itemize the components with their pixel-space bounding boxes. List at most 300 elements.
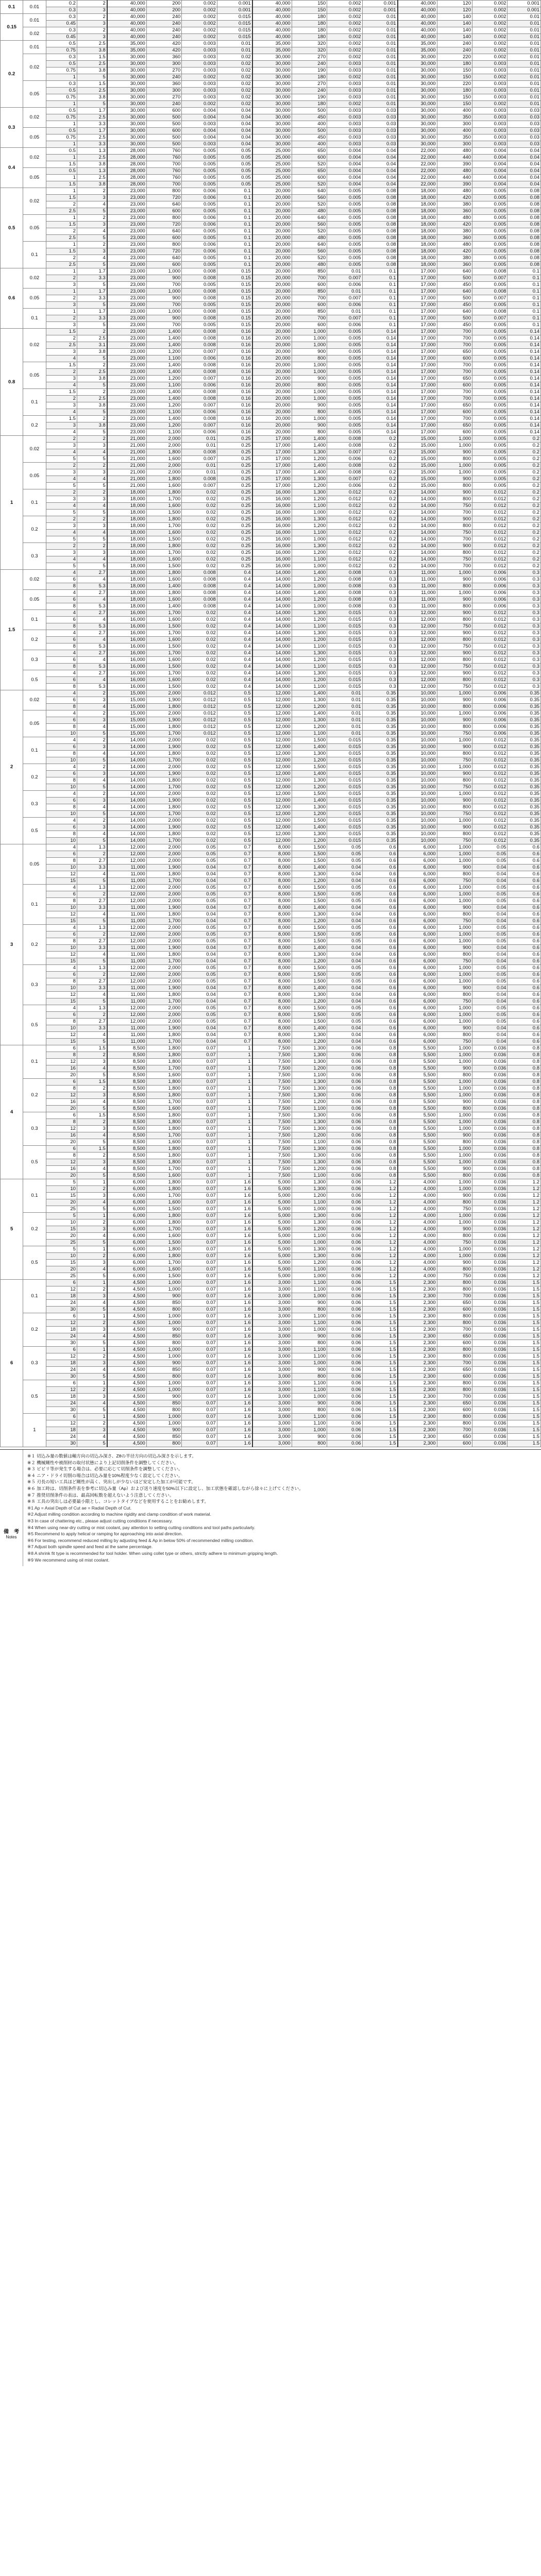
condition-value-cell: 6,000 xyxy=(398,851,437,858)
condition-value-cell: 12,000 xyxy=(107,925,147,931)
condition-value-cell: 1,000 xyxy=(146,1353,181,1360)
condition-value-cell: 20,000 xyxy=(252,409,292,416)
condition-value-cell: 0.001 xyxy=(508,1,541,7)
condition-value-cell: 2,000 xyxy=(146,737,181,744)
condition-value-cell: 1,000 xyxy=(146,1414,181,1420)
condition-value-cell: 2 xyxy=(77,690,107,697)
condition-value-cell: 3,000 xyxy=(252,1360,292,1367)
condition-value-cell: 0.07 xyxy=(182,1333,217,1340)
condition-value-cell: 3 xyxy=(77,550,107,556)
condition-value-cell: 0.5 xyxy=(217,771,252,777)
condition-value-cell: 23,000 xyxy=(107,382,147,389)
condition-value-cell: 800 xyxy=(292,355,327,362)
condition-value-cell: 850 xyxy=(146,1434,181,1440)
condition-value-cell: 0.1 xyxy=(362,322,397,329)
condition-value-cell: 0.3 xyxy=(508,664,541,670)
condition-value-cell: 0.04 xyxy=(327,958,362,965)
condition-value-cell: 0.07 xyxy=(182,1327,217,1333)
condition-value-cell: 0.06 xyxy=(327,1045,362,1052)
condition-value-cell: 4 xyxy=(77,637,107,643)
condition-value-cell: 400 xyxy=(292,121,327,128)
condition-value-cell: 5 xyxy=(77,1440,107,1447)
condition-value-cell: 0.02 xyxy=(182,664,217,670)
condition-value-cell: 1,300 xyxy=(292,1112,327,1119)
condition-value-cell: 4 xyxy=(46,925,77,931)
condition-value-cell: 0.07 xyxy=(182,1400,217,1407)
condition-value-cell: 10,000 xyxy=(398,798,437,804)
condition-value-cell: 1.6 xyxy=(217,1266,252,1273)
table-row xyxy=(1,757,541,764)
condition-value-cell: 0.6 xyxy=(362,1032,397,1039)
condition-value-cell: 0.02 xyxy=(182,523,217,530)
condition-value-cell: 10 xyxy=(46,811,77,818)
condition-value-cell: 0.06 xyxy=(327,1173,362,1179)
condition-value-cell: 1,400 xyxy=(292,945,327,952)
condition-value-cell: 6,000 xyxy=(398,1019,437,1025)
condition-value-cell: 0.3 xyxy=(46,81,77,88)
condition-value-cell: 0.7 xyxy=(217,1032,252,1039)
condition-value-cell: 40,000 xyxy=(252,21,292,27)
condition-value-cell: 16,000 xyxy=(107,684,147,690)
tool-diameter-cell: 1.5 xyxy=(1,570,23,690)
condition-value-cell: 2,000 xyxy=(146,858,181,865)
condition-value-cell: 1,900 xyxy=(146,985,181,992)
condition-value-cell: 3 xyxy=(77,523,107,530)
condition-value-cell: 12,000 xyxy=(398,684,437,690)
condition-value-cell: 1.5 xyxy=(362,1313,397,1320)
condition-value-cell: 1,000 xyxy=(437,1219,472,1226)
table-row xyxy=(1,764,541,771)
condition-value-cell: 16,000 xyxy=(107,657,147,664)
condition-value-cell: 1,500 xyxy=(292,737,327,744)
condition-value-cell: 0.2 xyxy=(362,550,397,556)
condition-value-cell: 4 xyxy=(77,1400,107,1407)
condition-value-cell: 10,000 xyxy=(398,804,437,811)
condition-value-cell: 0.005 xyxy=(472,322,508,329)
condition-value-cell: 0.07 xyxy=(182,1347,217,1353)
condition-value-cell: 0.5 xyxy=(217,777,252,784)
condition-value-cell: 0.14 xyxy=(508,362,541,369)
condition-value-cell: 1,300 xyxy=(292,831,327,838)
condition-value-cell: 12,000 xyxy=(107,1012,147,1019)
condition-value-cell: 500 xyxy=(437,275,472,282)
condition-value-cell: 800 xyxy=(437,523,472,530)
condition-value-cell: 3 xyxy=(46,422,77,429)
condition-value-cell: 3 xyxy=(77,798,107,804)
condition-value-cell: 0.04 xyxy=(472,1039,508,1045)
condition-value-cell: 16,000 xyxy=(252,563,292,570)
condition-value-cell: 0.036 xyxy=(472,1126,508,1132)
condition-value-cell: 30 xyxy=(46,1440,77,1447)
condition-value-cell: 0.002 xyxy=(327,14,362,21)
table-row xyxy=(1,697,541,704)
condition-value-cell: 5,000 xyxy=(252,1186,292,1193)
condition-value-cell: 4 xyxy=(46,885,77,891)
condition-value-cell: 30,000 xyxy=(398,128,437,134)
condition-value-cell: 2 xyxy=(77,329,107,335)
condition-value-cell: 0.07 xyxy=(182,1173,217,1179)
condition-value-cell: 3,000 xyxy=(252,1307,292,1313)
condition-value-cell: 12,000 xyxy=(252,777,292,784)
condition-value-cell: 1,200 xyxy=(292,597,327,603)
condition-value-cell: 1,000 xyxy=(437,1213,472,1219)
condition-value-cell: 1.5 xyxy=(46,181,77,188)
condition-value-cell: 30,000 xyxy=(107,128,147,134)
condition-value-cell: 0.02 xyxy=(182,556,217,563)
condition-value-cell: 0.08 xyxy=(362,188,397,195)
table-row xyxy=(1,1253,541,1260)
condition-value-cell: 150 xyxy=(292,1,327,7)
condition-value-cell: 900 xyxy=(437,771,472,777)
condition-value-cell: 0.2 xyxy=(508,510,541,516)
condition-value-cell: 0.012 xyxy=(327,503,362,510)
condition-value-cell: 3.8 xyxy=(77,376,107,382)
condition-value-cell: 1,500 xyxy=(292,791,327,798)
condition-value-cell: 0.8 xyxy=(508,1139,541,1146)
condition-value-cell: 0.036 xyxy=(472,1045,508,1052)
condition-value-cell: 15,000 xyxy=(107,690,147,697)
condition-value-cell: 2.7 xyxy=(77,1019,107,1025)
condition-value-cell: 0.008 xyxy=(182,389,217,396)
condition-value-cell: 30,000 xyxy=(107,88,147,94)
condition-value-cell: 0.002 xyxy=(472,101,508,108)
condition-value-cell: 0.008 xyxy=(327,603,362,610)
condition-value-cell: 600 xyxy=(292,175,327,181)
condition-value-cell: 0.008 xyxy=(327,597,362,603)
condition-value-cell: 0.35 xyxy=(362,764,397,771)
condition-value-cell: 0.012 xyxy=(182,697,217,704)
condition-value-cell: 6,000 xyxy=(398,952,437,958)
condition-value-cell: 0.14 xyxy=(508,429,541,436)
condition-value-cell: 0.04 xyxy=(182,1025,217,1032)
condition-value-cell: 6,000 xyxy=(398,998,437,1005)
note-line: ※７ 推奨切削条件の表は、最高回転数を超えないよう注意してください。 xyxy=(27,1492,174,1498)
condition-value-cell: 800 xyxy=(437,1280,472,1286)
condition-value-cell: 600 xyxy=(437,1440,472,1447)
condition-value-cell: 0.3 xyxy=(508,643,541,650)
condition-value-cell: 0.8 xyxy=(508,1065,541,1072)
condition-value-cell: 0.02 xyxy=(182,650,217,657)
tool-diameter-cell: 0.2 xyxy=(1,41,23,108)
condition-value-cell: 750 xyxy=(437,1273,472,1280)
condition-value-cell: 0.01 xyxy=(508,67,541,74)
condition-value-cell: 0.02 xyxy=(182,536,217,543)
condition-value-cell: 0.05 xyxy=(327,925,362,931)
condition-value-cell: 0.005 xyxy=(472,463,508,469)
condition-value-cell: 1,800 xyxy=(146,724,181,731)
condition-value-cell: 12,000 xyxy=(252,798,292,804)
condition-value-cell: 1,100 xyxy=(292,1320,327,1327)
condition-value-cell: 40,000 xyxy=(252,27,292,34)
condition-value-cell: 1,500 xyxy=(146,510,181,516)
condition-value-cell: 4 xyxy=(46,737,77,744)
condition-value-cell: 17,000 xyxy=(252,449,292,456)
condition-value-cell: 0.6 xyxy=(508,958,541,965)
condition-value-cell: 0.005 xyxy=(472,396,508,402)
condition-value-cell: 22,000 xyxy=(398,168,437,175)
table-row xyxy=(1,784,541,791)
condition-value-cell: 1.5 xyxy=(508,1327,541,1333)
condition-value-cell: 480 xyxy=(292,208,327,215)
condition-value-cell: 480 xyxy=(437,148,472,155)
condition-value-cell: 320 xyxy=(292,47,327,54)
condition-value-cell: 0.07 xyxy=(182,1240,217,1246)
condition-value-cell: 2 xyxy=(46,369,77,376)
condition-value-cell: 30,000 xyxy=(252,54,292,61)
corner-radius-cell: 0.3 xyxy=(23,965,46,1005)
condition-value-cell: 0.012 xyxy=(472,737,508,744)
condition-value-cell: 14,000 xyxy=(252,583,292,590)
condition-value-cell: 3 xyxy=(77,1360,107,1367)
condition-value-cell: 23,000 xyxy=(107,195,147,201)
condition-value-cell: 0.002 xyxy=(472,47,508,54)
condition-value-cell: 3 xyxy=(46,349,77,355)
condition-value-cell: 0.012 xyxy=(472,744,508,751)
condition-value-cell: 4 xyxy=(77,228,107,235)
condition-value-cell: 0.04 xyxy=(182,865,217,871)
condition-value-cell: 700 xyxy=(146,181,181,188)
condition-value-cell: 18,000 xyxy=(107,516,147,523)
condition-value-cell: 8,000 xyxy=(252,871,292,878)
table-row xyxy=(1,1333,541,1340)
condition-value-cell: 2.5 xyxy=(77,396,107,402)
condition-value-cell: 40,000 xyxy=(252,14,292,21)
condition-value-cell: 14,000 xyxy=(252,677,292,684)
condition-value-cell: 1,700 xyxy=(146,610,181,617)
condition-value-cell: 1.2 xyxy=(508,1226,541,1233)
condition-value-cell: 2,000 xyxy=(146,818,181,824)
condition-value-cell: 0.35 xyxy=(508,824,541,831)
condition-value-cell: 240 xyxy=(146,14,181,21)
condition-value-cell: 0.003 xyxy=(182,81,217,88)
condition-value-cell: 0.005 xyxy=(327,242,362,248)
condition-value-cell: 0.005 xyxy=(472,355,508,362)
condition-value-cell: 270 xyxy=(146,67,181,74)
condition-value-cell: 0.008 xyxy=(182,449,217,456)
condition-value-cell: 0.14 xyxy=(508,342,541,349)
condition-value-cell: 14,000 xyxy=(252,650,292,657)
condition-value-cell: 12,000 xyxy=(252,757,292,764)
condition-value-cell: 1,000 xyxy=(146,1320,181,1327)
condition-value-cell: 800 xyxy=(437,1032,472,1039)
condition-value-cell: 17,000 xyxy=(252,483,292,489)
condition-value-cell: 0.05 xyxy=(327,965,362,972)
condition-value-cell: 40,000 xyxy=(398,34,437,41)
condition-value-cell: 11,000 xyxy=(107,992,147,998)
condition-value-cell: 1.6 xyxy=(217,1233,252,1240)
condition-value-cell: 0.036 xyxy=(472,1266,508,1273)
condition-value-cell: 900 xyxy=(292,376,327,382)
condition-value-cell: 0.6 xyxy=(362,992,397,998)
condition-value-cell: 14,000 xyxy=(252,637,292,643)
condition-value-cell: 0.35 xyxy=(362,818,397,824)
condition-value-cell: 0.25 xyxy=(217,563,252,570)
condition-value-cell: 6,000 xyxy=(398,871,437,878)
table-row xyxy=(1,376,541,382)
condition-value-cell: 2,300 xyxy=(398,1333,437,1340)
condition-value-cell: 900 xyxy=(437,824,472,831)
condition-value-cell: 1.5 xyxy=(46,222,77,228)
condition-value-cell: 1.2 xyxy=(362,1266,397,1273)
condition-value-cell: 0.005 xyxy=(472,208,508,215)
condition-value-cell: 8,000 xyxy=(252,958,292,965)
condition-value-cell: 0.006 xyxy=(472,710,508,717)
condition-value-cell: 1.6 xyxy=(217,1193,252,1199)
condition-value-cell: 1,500 xyxy=(292,1019,327,1025)
condition-value-cell: 23,000 xyxy=(107,329,147,335)
condition-value-cell: 0.6 xyxy=(362,851,397,858)
table-row xyxy=(1,516,541,523)
condition-value-cell: 0.4 xyxy=(217,650,252,657)
condition-value-cell: 2.5 xyxy=(77,175,107,181)
condition-value-cell: 0.25 xyxy=(217,516,252,523)
condition-value-cell: 20,000 xyxy=(252,335,292,342)
condition-value-cell: 5 xyxy=(77,958,107,965)
condition-value-cell: 0.005 xyxy=(327,355,362,362)
condition-value-cell: 850 xyxy=(146,1300,181,1307)
condition-value-cell: 440 xyxy=(437,155,472,161)
condition-value-cell: 0.05 xyxy=(182,972,217,978)
condition-value-cell: 0.15 xyxy=(217,289,252,295)
condition-value-cell: 0.002 xyxy=(327,34,362,41)
condition-value-cell: 0.02 xyxy=(182,630,217,637)
condition-value-cell: 12 xyxy=(46,911,77,918)
condition-value-cell: 1.5 xyxy=(77,81,107,88)
condition-value-cell: 2 xyxy=(77,1186,107,1193)
table-row xyxy=(1,1005,541,1012)
condition-value-cell: 0.005 xyxy=(327,376,362,382)
condition-value-cell: 6,000 xyxy=(398,905,437,911)
condition-value-cell: 12,000 xyxy=(107,844,147,851)
condition-value-cell: 11,000 xyxy=(107,871,147,878)
condition-value-cell: 0.005 xyxy=(327,362,362,369)
condition-value-cell: 5,000 xyxy=(252,1213,292,1219)
condition-value-cell: 1,500 xyxy=(292,1012,327,1019)
condition-value-cell: 1,200 xyxy=(292,878,327,885)
condition-value-cell: 1,200 xyxy=(292,1166,327,1173)
condition-value-cell: 12,000 xyxy=(252,751,292,757)
condition-value-cell: 0.036 xyxy=(472,1065,508,1072)
condition-value-cell: 1,000 xyxy=(437,1246,472,1253)
condition-value-cell: 1.5 xyxy=(508,1367,541,1374)
condition-value-cell: 4 xyxy=(77,724,107,731)
condition-value-cell: 1.6 xyxy=(217,1179,252,1186)
condition-value-cell: 0.06 xyxy=(327,1340,362,1347)
condition-value-cell: 10,000 xyxy=(398,791,437,798)
condition-value-cell: 1,100 xyxy=(292,503,327,510)
condition-value-cell: 1.5 xyxy=(46,416,77,422)
condition-value-cell: 0.35 xyxy=(508,757,541,764)
condition-value-cell: 0.006 xyxy=(472,717,508,724)
condition-value-cell: 0.036 xyxy=(472,1139,508,1146)
condition-value-cell: 0.012 xyxy=(472,623,508,630)
condition-value-cell: 12,000 xyxy=(398,650,437,657)
condition-value-cell: 1,300 xyxy=(292,449,327,456)
condition-value-cell: 23,000 xyxy=(107,222,147,228)
condition-value-cell: 2,300 xyxy=(398,1286,437,1293)
table-row xyxy=(1,1019,541,1025)
condition-value-cell: 0.05 xyxy=(182,891,217,898)
condition-value-cell: 2,300 xyxy=(398,1340,437,1347)
condition-value-cell: 5,500 xyxy=(398,1099,437,1106)
condition-value-cell: 700 xyxy=(437,369,472,376)
condition-value-cell: 240 xyxy=(146,101,181,108)
condition-value-cell: 1,200 xyxy=(292,811,327,818)
condition-value-cell: 30 xyxy=(46,1307,77,1313)
condition-value-cell: 10,000 xyxy=(398,784,437,791)
condition-value-cell: 14,000 xyxy=(398,530,437,536)
condition-value-cell: 5 xyxy=(77,811,107,818)
condition-value-cell: 0.7 xyxy=(217,911,252,918)
condition-value-cell: 0.02 xyxy=(182,516,217,523)
condition-value-cell: 1,000 xyxy=(146,1280,181,1286)
condition-value-cell: 0.5 xyxy=(217,804,252,811)
condition-value-cell: 1.5 xyxy=(362,1367,397,1374)
condition-value-cell: 1.5 xyxy=(362,1360,397,1367)
condition-value-cell: 6 xyxy=(46,717,77,724)
condition-value-cell: 18,000 xyxy=(107,536,147,543)
condition-value-cell: 14,000 xyxy=(107,838,147,844)
condition-value-cell: 1,800 xyxy=(146,777,181,784)
condition-value-cell: 7,500 xyxy=(252,1132,292,1139)
condition-value-cell: 0.02 xyxy=(182,791,217,798)
condition-value-cell: 0.002 xyxy=(327,7,362,14)
table-row xyxy=(1,322,541,329)
condition-value-cell: 0.01 xyxy=(508,27,541,34)
condition-value-cell: 1.6 xyxy=(217,1240,252,1246)
condition-value-cell: 6,000 xyxy=(107,1186,147,1193)
condition-value-cell: 4,500 xyxy=(107,1387,147,1394)
condition-value-cell: 0.2 xyxy=(508,556,541,563)
condition-value-cell: 28,000 xyxy=(107,148,147,155)
condition-value-cell: 0.06 xyxy=(327,1293,362,1300)
condition-value-cell: 4,000 xyxy=(398,1199,437,1206)
condition-value-cell: 4 xyxy=(46,791,77,798)
condition-value-cell: 0.7 xyxy=(217,1005,252,1012)
condition-value-cell: 2,300 xyxy=(398,1434,437,1440)
condition-value-cell: 4,500 xyxy=(107,1333,147,1340)
condition-value-cell: 600 xyxy=(437,429,472,436)
condition-value-cell: 8,500 xyxy=(107,1173,147,1179)
condition-value-cell: 1,000 xyxy=(437,1253,472,1260)
condition-value-cell: 640 xyxy=(146,228,181,235)
condition-value-cell: 2 xyxy=(77,1353,107,1360)
condition-value-cell: 0.04 xyxy=(362,168,397,175)
condition-value-cell: 0.35 xyxy=(362,791,397,798)
condition-value-cell: 2 xyxy=(46,275,77,282)
table-row xyxy=(1,201,541,208)
condition-value-cell: 1,000 xyxy=(437,469,472,476)
condition-value-cell: 2.5 xyxy=(77,134,107,141)
table-row xyxy=(1,235,541,242)
table-row xyxy=(1,891,541,898)
condition-value-cell: 0.04 xyxy=(362,155,397,161)
condition-value-cell: 760 xyxy=(146,175,181,181)
condition-value-cell: 1,500 xyxy=(146,664,181,670)
condition-value-cell: 10,000 xyxy=(398,838,437,844)
condition-value-cell: 0.5 xyxy=(46,128,77,134)
condition-value-cell: 0.05 xyxy=(217,161,252,168)
condition-value-cell: 2.5 xyxy=(46,262,77,268)
condition-value-cell: 700 xyxy=(437,389,472,396)
condition-value-cell: 6 xyxy=(46,1347,77,1353)
condition-value-cell: 0.005 xyxy=(182,208,217,215)
condition-value-cell: 0.06 xyxy=(327,1407,362,1414)
condition-value-cell: 0.8 xyxy=(362,1099,397,1106)
condition-value-cell: 0.01 xyxy=(362,88,397,94)
condition-value-cell: 1,600 xyxy=(146,657,181,664)
condition-value-cell: 0.6 xyxy=(362,938,397,945)
